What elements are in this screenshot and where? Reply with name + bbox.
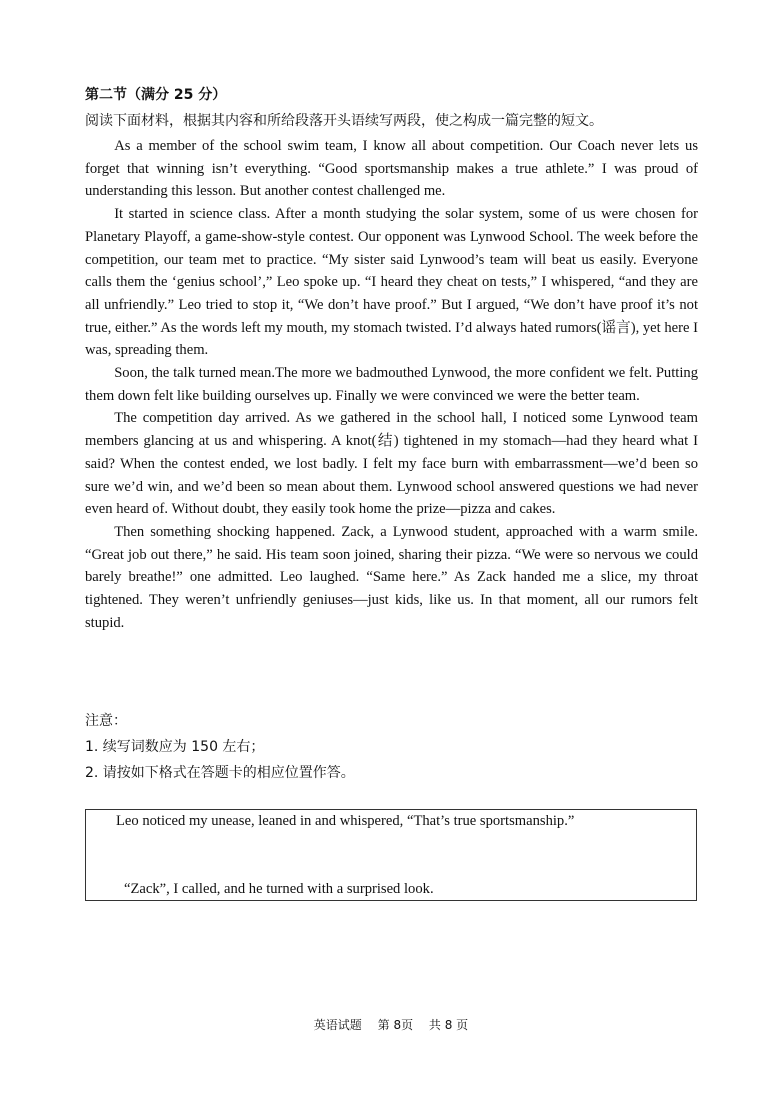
notes-label: 注意： [85,713,127,729]
section-instruction: 阅读下面材料，根据其内容和所给段落开头语续写两段，使之构成一篇完整的短文。 [85,113,603,129]
page-footer [0,1016,782,1034]
footer-page-number: 第 8页 [377,1018,414,1032]
paragraph-1-opening: Leo noticed my unease, leaned in and whispered, “That’s true sportsmanship.” [116,813,575,829]
story-paragraph: Soon, the talk turned mean.The more we badmouthed Lynwood, the more confident we felt. Putting them down felt like building ourselves up. Finally we were convinced we were the better team. [85,365,698,404]
paragraph-2-opening: “Zack”, I called, and he turned with a surprised look. [124,881,434,897]
footer-total-pages: 共 8 页 [428,1018,469,1032]
note-item: 2. 请按如下格式在答题卡的相应位置作答。 [85,765,355,781]
section-title: 第二节（满分 25 分） [85,87,227,103]
note-item: 1. 续写词数应为 150 左右； [85,739,265,755]
story-paragraph: It started in science class. After a month studying the solar system, some of us were chosen for Planetary Playoff, a game-show-style contest. Our opponent was Lynwood School. The week before the competition, our team met to practice. “My sister said Lynwood’s team will beat us easily. Everyone calls them the ‘genius school’,” Leo spoke up. “I heard they cheat on tests,” I whispered, “and they are all unfriendly.” Leo tried to stop it, “We don’t have proof.” But I argued, “We don’t have proof it’s not true, either.” As the words left my mouth, my stomach twisted. I’d always hated rumors(谣言), yet here I was, spreading them. [85,206,698,359]
story-paragraph: Then something shocking happened. Zack, a Lynwood student, approached with a warm smile. “Great job out there,” he said. His team soon joined, sharing their pizza. “We were so nervous we could barely breathe!” one admitted. Leo laughed. “Same here.” As Zack handed me a slice, my throat tightened. They weren’t unfriendly geniuses—just kids, like us. In that moment, all our rumors felt stupid. [85,523,698,631]
story-text [85,135,698,634]
footer-subject: 英语试题 [313,1018,362,1032]
story-paragraph: As a member of the school swim team, I know all about competition. Our Coach never lets us forget that winning isn’t everything. “Good sportsmanship makes a true athlete.” I was proud of understanding this lesson. But another contest challenged me. [85,138,698,200]
story-paragraph: The competition day arrived. As we gathered in the school hall, I noticed some Lynwood team members glancing at us and whispering. A knot(结) tightened in my stomach—had they heard what I said? When the contest ended, we lost badly. I felt my face burn with embarrassment—we’d been so sure we’d win, and we’d been so mean about them. Lynwood school answered questions we had never even heard of. Without doubt, they easily took home the prize—pizza and cakes. [85,410,698,518]
answer-box [85,809,697,901]
